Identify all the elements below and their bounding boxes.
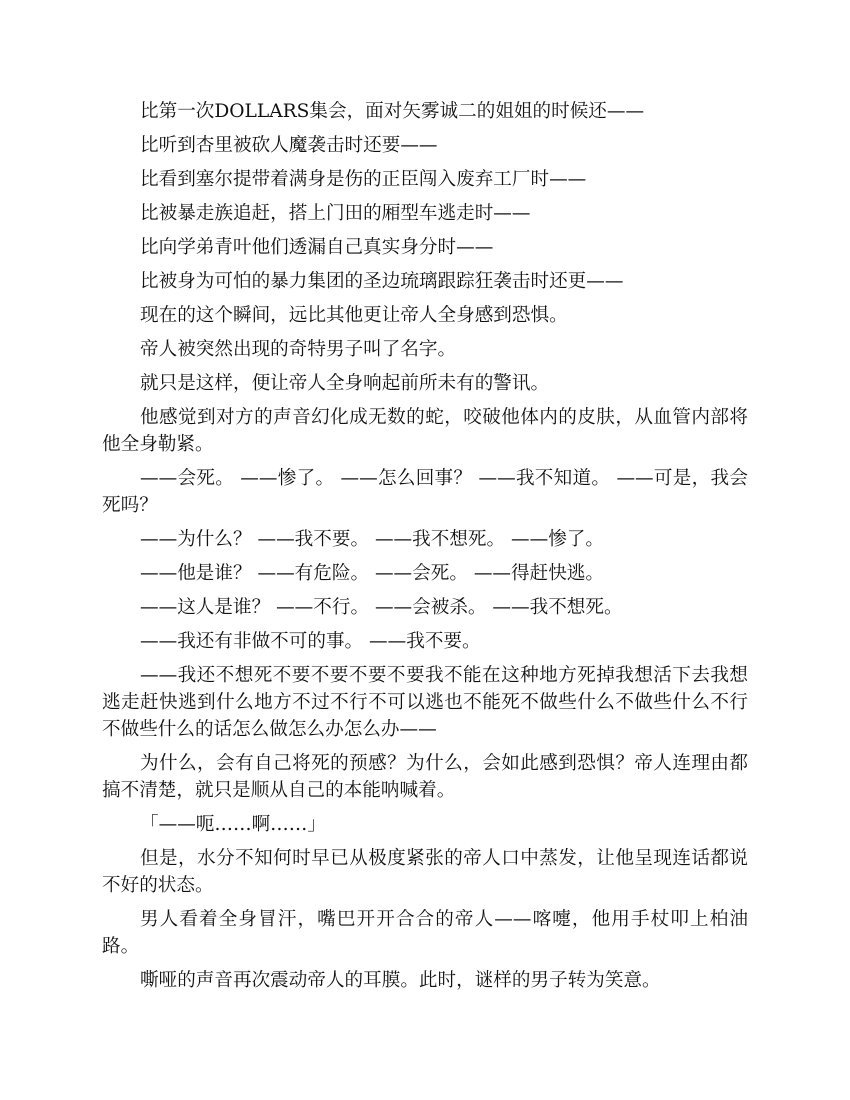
paragraph: 嘶哑的声音再次震动帝人的耳膜。此时，谜样的男子转为笑意。	[140, 970, 661, 991]
paragraph: ——我还有非做不可的事。 ——我不要。	[140, 631, 481, 652]
paragraph: 比第一次DOLLARS集会，面对矢雾诚二的姐姐的时候还——	[140, 101, 645, 122]
paragraph: 但是，水分不知何时早已从极度紧张的帝人口中蒸发，让他呈现连话都说不好的状态。	[102, 848, 748, 896]
paragraph: ——他是谁？ ——有危险。 ——会死。 ——得赶快逃。	[140, 563, 604, 584]
paragraph: 「——呃……啊……」	[140, 814, 326, 835]
paragraph: 男人看着全身冒汗，嘴巴开开合合的帝人——喀嚏，他用手杖叩上柏油路。	[102, 909, 748, 957]
paragraph: 他感觉到对方的声音幻化成无数的蛇，咬破他体内的皮肤，从血管内部将他全身勒紧。	[102, 407, 748, 455]
paragraph: 比被暴走族追赶，搭上门田的厢型车逃走时——	[140, 203, 531, 224]
paragraph: ——为什么？ ——我不要。 ——我不想死。 ——惨了。	[140, 529, 604, 550]
document-page	[102, 98, 748, 1001]
paragraph: 现在的这个瞬间，远比其他更让帝人全身感到恐惧。	[140, 305, 568, 326]
paragraph: ——会死。 ——惨了。 ——怎么回事？ ——我不知道。 ——可是，我会死吗？	[102, 468, 748, 516]
paragraph: 比看到塞尔提带着满身是伤的正臣闯入废弃工厂时——	[140, 169, 587, 190]
paragraph: 比被身为可怕的暴力集团的圣边琉璃跟踪狂袭击时还更——	[140, 271, 624, 292]
paragraph: ——这人是谁？ ——不行。 ——会被杀。 ——我不想死。	[140, 597, 623, 618]
paragraph: 为什么，会有自己将死的预感？为什么，会如此感到恐惧？帝人连理由都搞不清楚，就只是顺从自己的本能呐喊着。	[102, 753, 748, 801]
paragraph: 比向学弟青叶他们透漏自己真实身分时——	[140, 237, 494, 258]
paragraph: 比听到杏里被砍人魔袭击时还要——	[140, 135, 438, 156]
paragraph: 就只是这样，便让帝人全身响起前所未有的警讯。	[140, 373, 550, 394]
paragraph: ——我还不想死不要不要不要不要我不能在这种地方死掉我想活下去我想逃走赶快逃到什么地方不过不行不可以逃也不能死不做些什么不做些什么不行不做些什么的话怎么做怎么办怎么办——	[102, 665, 748, 740]
paragraph: 帝人被突然出现的奇特男子叫了名字。	[140, 339, 457, 360]
